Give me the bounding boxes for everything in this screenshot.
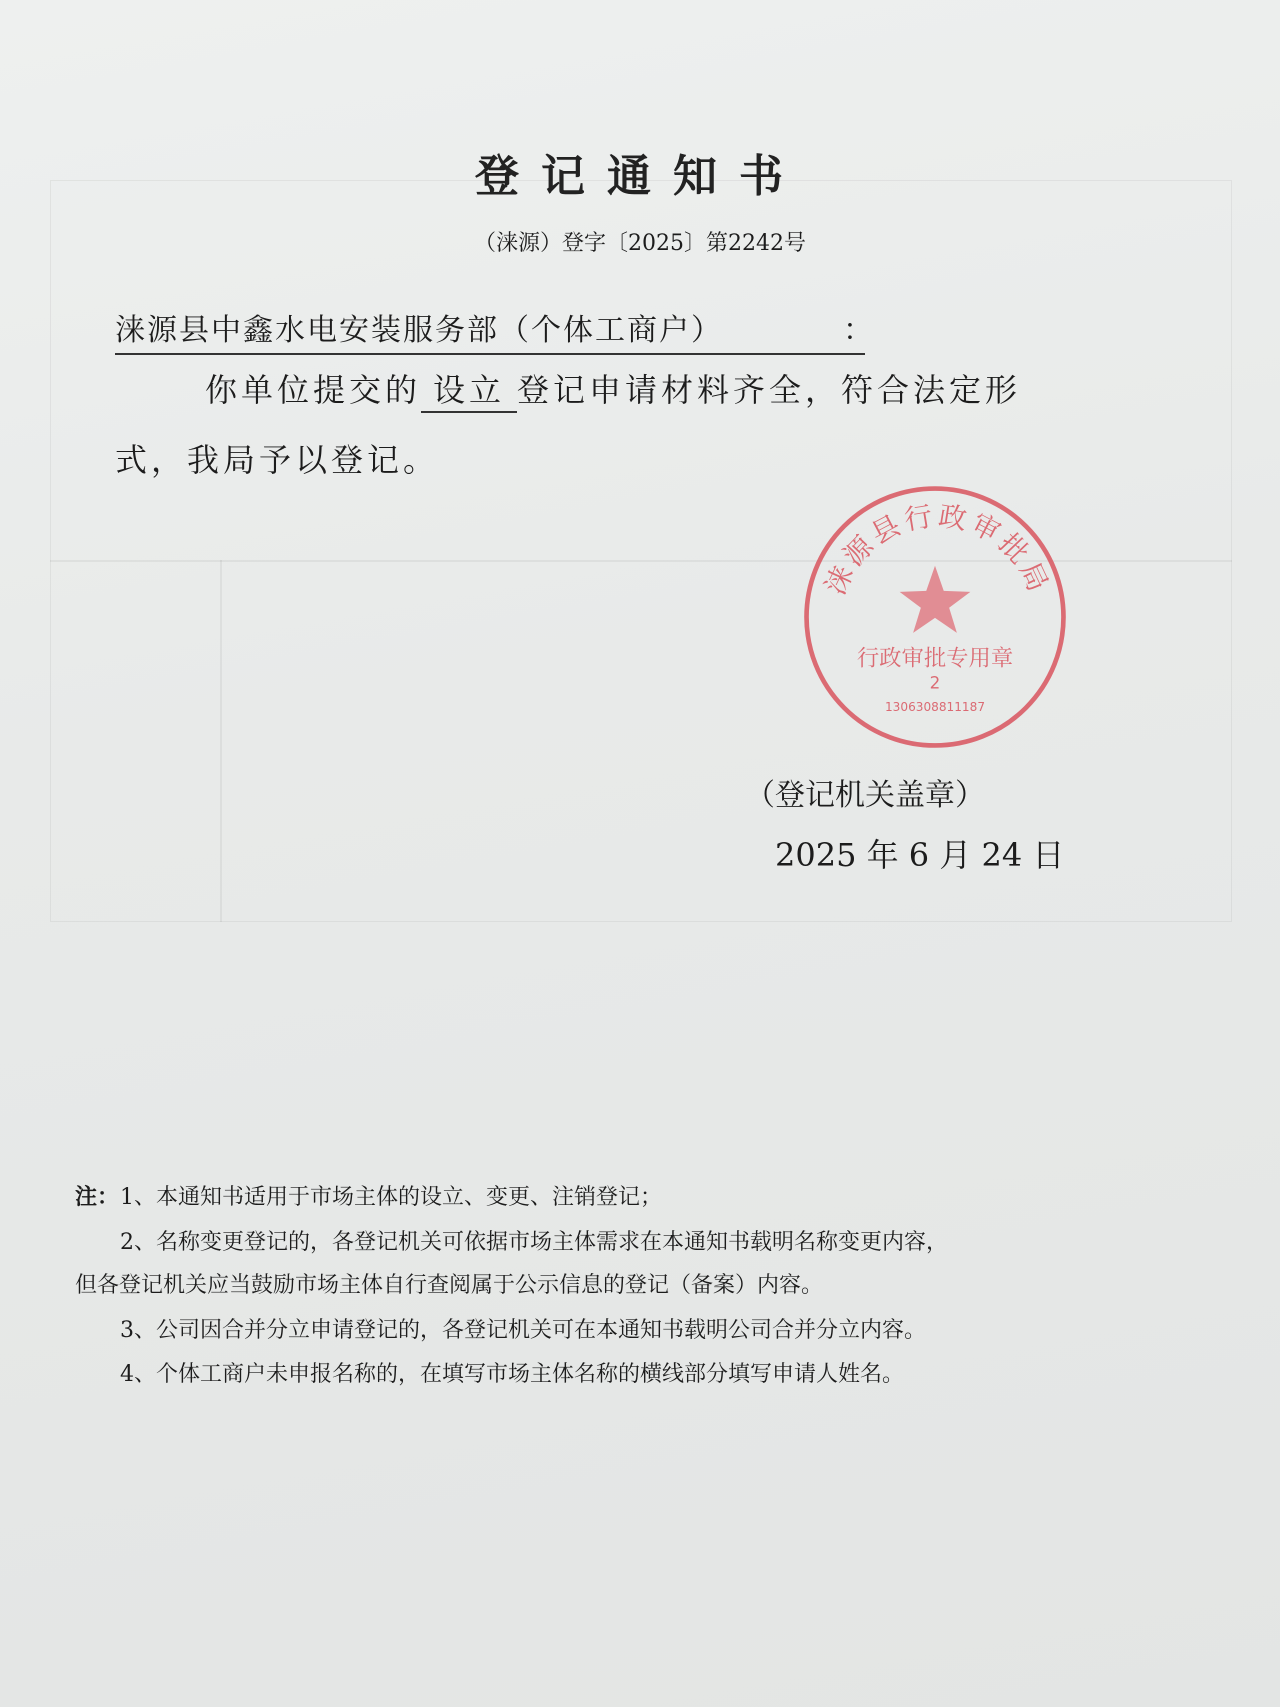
note-item: 4、个体工商户未申报名称的，在填写市场主体名称的横线部分填写申请人姓名。 [120,1362,904,1387]
seal-serial: 1306308811187 [884,700,986,715]
notes-label: 注： [75,1184,120,1210]
seal-inner-text: 行政审批专用章 [856,645,1014,672]
note-item: 2、名称变更登记的，各登记机关可依据市场主体需求在本通知书载明名称变更内容， [120,1230,948,1255]
entity-name: 涞源县中鑫水电安装服务部（个体工商户） [115,313,723,348]
body-prefix: 你单位提交的 [205,371,422,409]
note-item: 1、本通知书适用于市场主体的设立、变更、注销登记； [120,1185,662,1210]
seal-label: （登记机关盖章） [745,778,985,813]
body-line-1 [205,365,1021,413]
entity-colon: ： [843,313,875,348]
body-line-2: 式，我局予以登记。 [115,441,440,479]
registration-type: 设立 [421,365,517,413]
note-item: 但各登记机关应当鼓励市场主体自行查阅属于公示信息的登记（备案）内容。 [75,1273,824,1298]
star-icon [900,566,971,633]
reference-number: （涞源）登字〔2025〕第2242号 [474,231,806,256]
seal-outer-text: 涞源县行政审批局 [818,499,1057,600]
body-suffix: 登记申请材料齐全，符合法定形 [517,371,1022,409]
bleed-through-table [220,560,222,922]
issue-date: 2025 年 6 月 24 日 [775,836,1065,874]
note-item: 3、公司因合并分立申请登记的，各登记机关可在本通知书载明公司合并分立内容。 [120,1318,926,1343]
seal-number: 2 [929,672,941,693]
official-seal [800,482,1070,752]
document-title: 登记通知书 [475,151,805,202]
entity-name-line [115,305,875,355]
